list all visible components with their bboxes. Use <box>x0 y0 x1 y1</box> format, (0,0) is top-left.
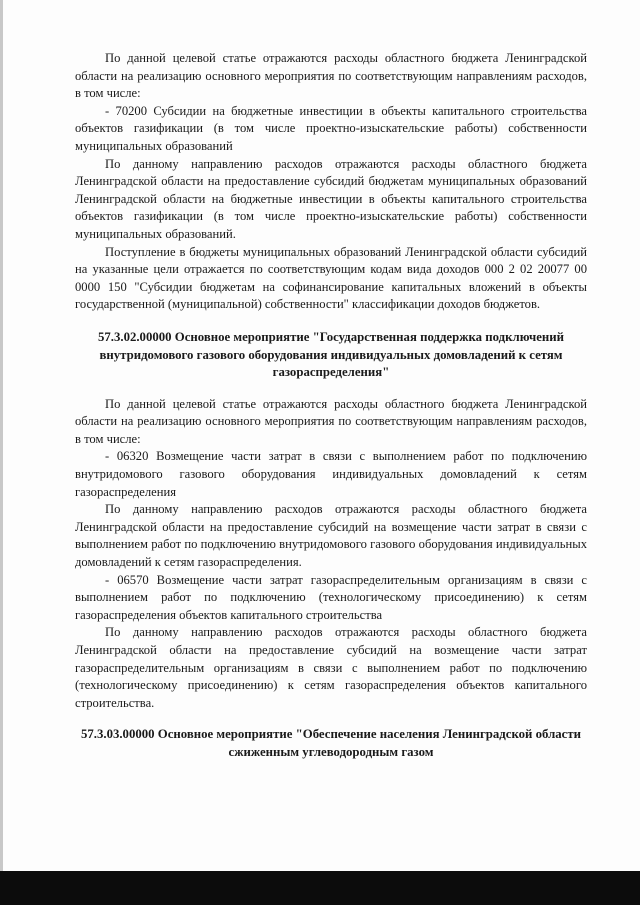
section-heading-57-3-03: 57.3.03.00000 Основное мероприятие "Обеспечение населения Ленинградской области сжиженным углеводородным газом <box>80 727 582 759</box>
paragraph-item-06570: - 06570 Возмещение части затрат газораспределительным организациям в связи с выполнением работ по подключению (технологическому присоединению) к сетям газораспределения объектов капитального строительства <box>75 572 587 622</box>
document-body <box>75 50 587 762</box>
section-heading-57-3-02: 57.3.02.00000 Основное мероприятие "Государственная поддержка подключений внутридомового газового оборудования индивидуальных домовладений к сетям газораспределения" <box>97 329 565 380</box>
scan-left-edge <box>0 0 3 905</box>
paragraph-explanation-06320: По данному направлению расходов отражаются расходы областного бюджета Ленинградской области на предоставление субсидий на возмещение части затрат в связи с выполнением работ по подключению внутридомового газового оборудования индивидуальных домовладений к сетям газораспределения. <box>75 502 587 570</box>
paragraph-explanation-70200: По данному направлению расходов отражаются расходы областного бюджета Ленинградской области на предоставление субсидий бюджетам муниципальных образований Ленинградской области на бюджетные инвестиции в объекты капитального строительства объектов газификации (в том числе проектно-изыскательские работы) собственности муниципальных образований. <box>75 156 587 241</box>
paragraph-item-70200: - 70200 Субсидии на бюджетные инвестиции в объекты капитального строительства объектов газификации (в том числе проектно-изыскательские работы) собственности муниципальных образований <box>75 103 587 153</box>
scan-bottom-edge <box>0 871 640 905</box>
paragraph-explanation-06570: По данному направлению расходов отражаются расходы областного бюджета Ленинградской области на предоставление субсидий на возмещение части затрат газораспределительным организациям в связи с выполнением работ по подключению (технологическому присоединению) к сетям газораспределения объектов капитального строительства. <box>75 625 587 710</box>
paragraph-intro: По данной целевой статье отражаются расходы областного бюджета Ленинградской области на реализацию основного мероприятия по соответствующим направлениям расходов, в том числе: <box>75 51 587 101</box>
paragraph-item-06320: - 06320 Возмещение части затрат в связи с выполнением работ по подключению внутридомового газового оборудования индивидуальных домовладений к сетям газораспределения <box>75 449 587 499</box>
paragraph-revenue-codes: Поступление в бюджеты муниципальных образований Ленинградской области субсидий на указанные цели отражается по соответствующим кодам вида доходов 000 2 02 20077 00 0000 150 "Субсидии бюджетам на софинансирование капитальных вложений в объекты государственной (муниципальной) собственности" классификации доходов бюджетов. <box>75 244 587 312</box>
paragraph-intro-57-3-02: По данной целевой статье отражаются расходы областного бюджета Ленинградской области на реализацию основного мероприятия по соответствующим направлениям расходов, в том числе: <box>75 396 587 446</box>
